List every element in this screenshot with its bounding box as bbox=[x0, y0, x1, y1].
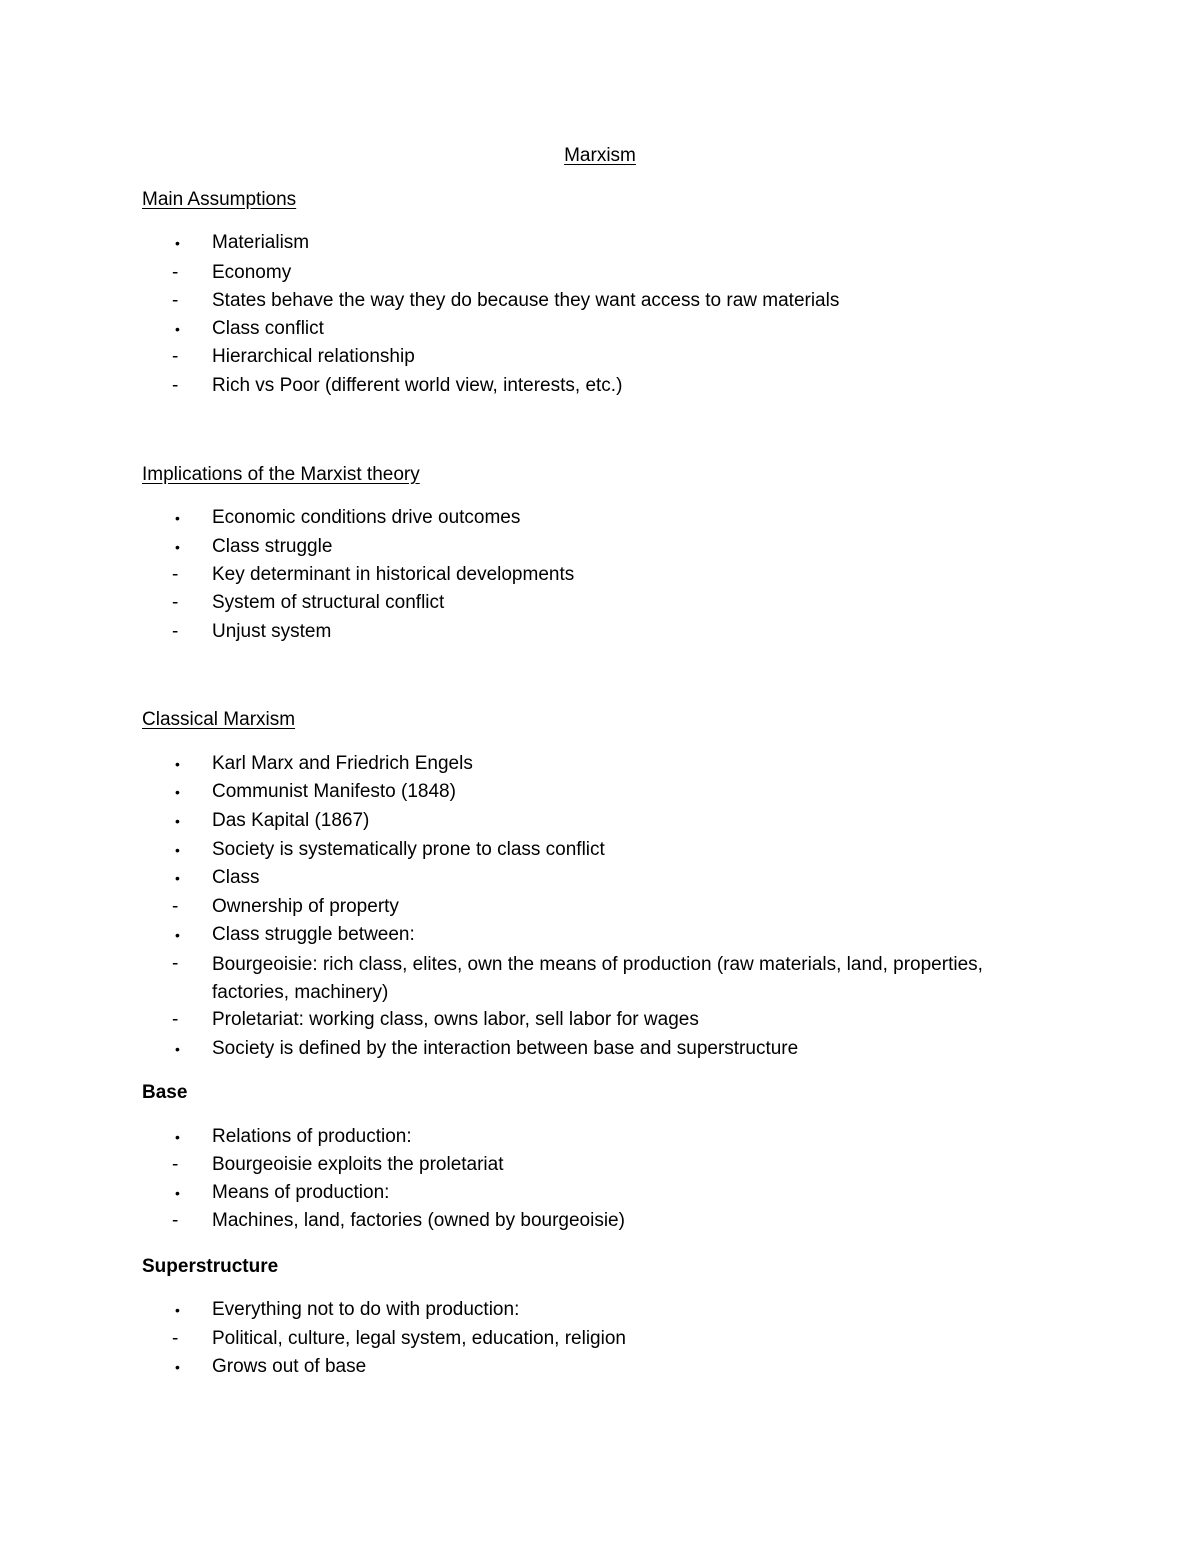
dash-marker: - bbox=[172, 896, 179, 917]
bullet-marker: • bbox=[175, 1129, 180, 1145]
dash-marker: - bbox=[172, 592, 179, 613]
dash-marker: - bbox=[172, 1009, 179, 1030]
list-item-text: Everything not to do with production: bbox=[212, 1299, 520, 1320]
bullet-marker: • bbox=[175, 1041, 180, 1057]
dash-marker: - bbox=[172, 346, 179, 367]
list-item-text: Das Kapital (1867) bbox=[212, 810, 370, 831]
list-item-text: Bourgeoisie exploits the proletariat bbox=[212, 1154, 504, 1175]
list-item-text: Karl Marx and Friedrich Engels bbox=[212, 753, 473, 774]
bullet-marker: • bbox=[175, 539, 180, 555]
list-item-text: Relations of production: bbox=[212, 1126, 412, 1147]
list-item-text: Machines, land, factories (owned by bourgeoisie) bbox=[212, 1210, 625, 1231]
list-item-text: Economic conditions drive outcomes bbox=[212, 507, 521, 528]
list-item-text: Rich vs Poor (different world view, interests, etc.) bbox=[212, 375, 623, 396]
section-heading-classical-marxism: Classical Marxism bbox=[142, 709, 296, 730]
bullet-marker: • bbox=[175, 756, 180, 772]
section-heading-base: Base bbox=[142, 1082, 188, 1103]
list-item-text: Hierarchical relationship bbox=[212, 346, 415, 367]
list-item-text: Bourgeoisie: rich class, elites, own the means of production (raw materials, land, properties, factories, machinery) bbox=[212, 954, 983, 1003]
dash-marker: - bbox=[172, 375, 179, 396]
dash-marker: - bbox=[172, 290, 179, 311]
list-item-text: Key determinant in historical developments bbox=[212, 564, 575, 585]
bullet-marker: • bbox=[175, 1302, 180, 1318]
dash-marker: - bbox=[172, 953, 179, 974]
section-heading-main-assumptions: Main Assumptions bbox=[142, 189, 297, 210]
bullet-marker: • bbox=[175, 842, 180, 858]
dash-marker: - bbox=[172, 262, 179, 283]
bullet-marker: • bbox=[175, 1185, 180, 1201]
list-item-text: States behave the way they do because they want access to raw materials bbox=[212, 290, 840, 311]
list-item-text: Economy bbox=[212, 262, 292, 283]
list-item-text: Class bbox=[212, 867, 260, 888]
bullet-marker: • bbox=[175, 813, 180, 829]
bullet-marker: • bbox=[175, 321, 180, 337]
bullet-marker: • bbox=[175, 784, 180, 800]
bullet-marker: • bbox=[175, 870, 180, 886]
list-item-text: Proletariat: working class, owns labor, sell labor for wages bbox=[212, 1009, 699, 1030]
list-item-text: Political, culture, legal system, education, religion bbox=[212, 1328, 626, 1349]
list-item-text: Society is defined by the interaction between base and superstructure bbox=[212, 1038, 799, 1059]
section-heading-implications: Implications of the Marxist theory bbox=[142, 464, 420, 485]
list-item-text: Class conflict bbox=[212, 318, 324, 339]
list-item-text: Class struggle between: bbox=[212, 924, 415, 945]
list-item-text: Society is systematically prone to class conflict bbox=[212, 839, 605, 860]
list-item-text: System of structural conflict bbox=[212, 592, 445, 613]
dash-marker: - bbox=[172, 1210, 179, 1231]
bullet-marker: • bbox=[175, 1359, 180, 1375]
list-item-text: Means of production: bbox=[212, 1182, 390, 1203]
dash-marker: - bbox=[172, 564, 179, 585]
list-item-text: Unjust system bbox=[212, 621, 332, 642]
section-heading-superstructure: Superstructure bbox=[142, 1256, 279, 1277]
list-item-text: Ownership of property bbox=[212, 896, 399, 917]
list-item-text: Grows out of base bbox=[212, 1356, 367, 1377]
bullet-marker: • bbox=[175, 927, 180, 943]
list-item-text: Class struggle bbox=[212, 536, 333, 557]
dash-marker: - bbox=[172, 1154, 179, 1175]
list-item-text: Communist Manifesto (1848) bbox=[212, 781, 456, 802]
list-item-text: Materialism bbox=[212, 232, 310, 253]
bullet-marker: • bbox=[175, 235, 180, 251]
document-title: Marxism bbox=[564, 145, 636, 166]
dash-marker: - bbox=[172, 1328, 179, 1349]
bullet-marker: • bbox=[175, 510, 180, 526]
dash-marker: - bbox=[172, 621, 179, 642]
